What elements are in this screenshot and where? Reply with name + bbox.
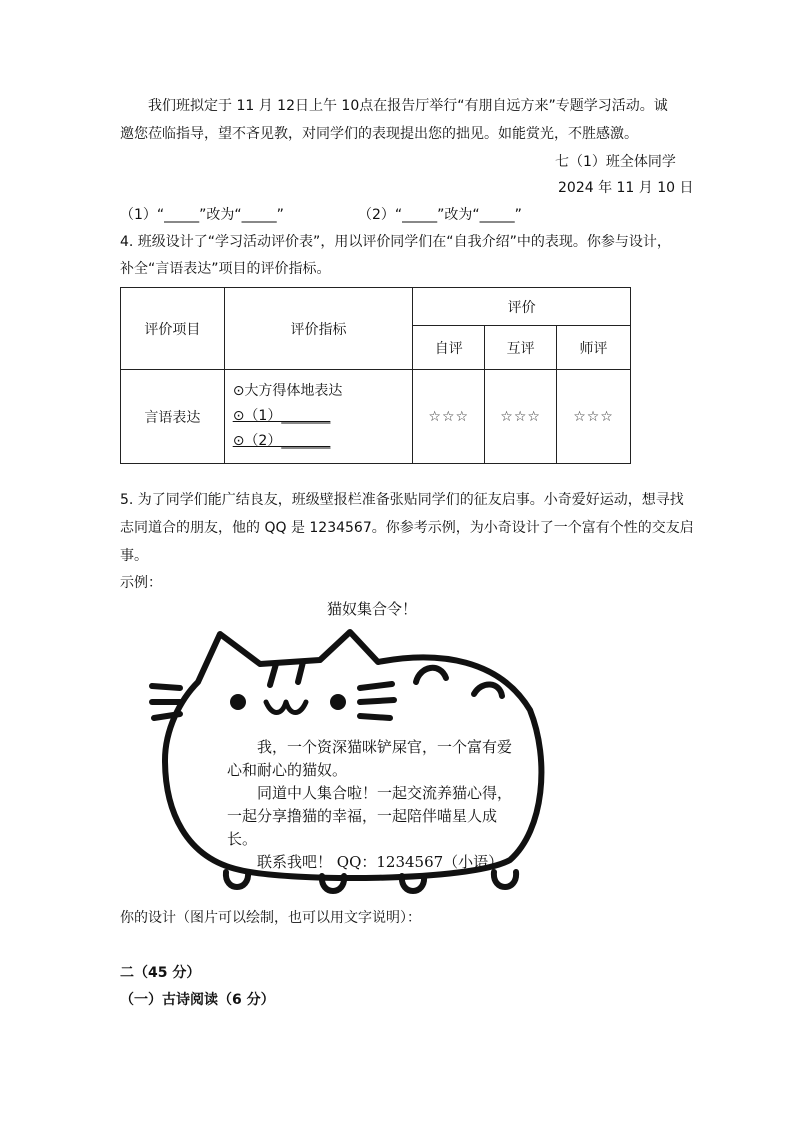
row-item: 言语表达 — [121, 370, 225, 464]
header-item: 评价项目 — [121, 288, 225, 370]
cat-whisker-l1 — [152, 686, 180, 688]
fix-item-1: （1）“_____”改为“_____” — [120, 207, 284, 223]
evaluation-table — [120, 287, 631, 464]
indicator-1: ⊙大方得体地表达 — [232, 383, 343, 399]
q4-line-2: 补全“言语表达”项目的评价指标。 — [120, 261, 331, 277]
letter-line-2: 邀您莅临指导，望不吝见教，对同学们的表现提出您的拙见。如能赏光，不胜感激。 — [120, 126, 638, 142]
header-indicator: 评价指标 — [224, 288, 413, 370]
header-teacher: 师评 — [557, 326, 631, 370]
header-self: 自评 — [413, 326, 485, 370]
cat-text-2: 心和耐心的猫奴。 — [227, 761, 348, 779]
stars-teacher: ☆☆☆ — [557, 370, 631, 464]
cat-paw-1 — [226, 872, 248, 887]
example-label: 示例： — [120, 575, 162, 591]
cat-text-5: 长。 — [227, 830, 258, 848]
your-design-label: 你的设计（图片可以绘制，也可以用文字说明）： — [120, 910, 421, 926]
section-2-heading: 二（45 分） — [120, 965, 201, 981]
header-peer: 互评 — [485, 326, 557, 370]
cat-stripe-3 — [416, 668, 446, 682]
q5-line-1: 5. 为了同学们能广结良友，班级壁报栏准备张贴同学们的征友启事。小奇爱好运动，想寻找 — [120, 492, 684, 508]
cat-whisker-l3 — [154, 714, 180, 718]
example-title: 猫奴集合令！ — [327, 600, 418, 618]
q4-line-1: 4. 班级设计了“学习活动评价表”，用以评价同学们在“自我介绍”中的表现。你参与设计， — [120, 234, 671, 250]
cat-whisker-r1 — [360, 684, 392, 688]
q5-line-2: 志同道合的朋友，他的 QQ 是 1234567。你参考示例，为小奇设计了一个富有个性的交友启 — [120, 520, 694, 536]
cat-eye-left — [230, 694, 246, 710]
cat-text-4: 一起分享撸猫的幸福，一起陪伴喵星人成 — [227, 807, 498, 825]
letter-signature: 七（1）班全体同学 — [555, 154, 676, 170]
stars-self: ☆☆☆ — [413, 370, 485, 464]
cat-eye-right — [330, 694, 346, 710]
cat-paw-4 — [494, 872, 516, 887]
cat-whisker-r2 — [360, 700, 394, 702]
cat-stripe-2 — [298, 662, 303, 682]
section-2-sub-heading: （一）古诗阅读（6 分） — [120, 992, 275, 1008]
cat-stripe-4 — [474, 684, 502, 696]
stars-peer: ☆☆☆ — [485, 370, 557, 464]
q5-line-3: 事。 — [120, 548, 148, 564]
cat-whisker-r3 — [360, 716, 390, 718]
indicator-cell — [224, 370, 413, 464]
header-evaluation: 评价 — [413, 288, 631, 326]
letter-line-1: 我们班拟定于 11 月 12日上午 10点在报告厅举行“有朋自远方来”专题学习活动。诚 — [148, 98, 668, 114]
indicator-3: ⊙（2）_______ — [232, 433, 331, 449]
cat-stripe-1 — [270, 664, 276, 685]
cat-text-1: 我，一个资深猫咪铲屎官，一个富有爱 — [257, 738, 513, 756]
indicator-2: ⊙（1）_______ — [232, 408, 331, 424]
cat-mouth — [266, 702, 306, 713]
letter-date: 2024 年 11 月 10 日 — [558, 180, 694, 196]
fix-item-2: （2）“_____”改为“_____” — [358, 207, 522, 223]
cat-text-6: 联系我吧！ QQ：1234567（小语） — [257, 853, 504, 871]
cat-text-3: 同道中人集合啦！一起交流养猫心得， — [257, 784, 513, 802]
